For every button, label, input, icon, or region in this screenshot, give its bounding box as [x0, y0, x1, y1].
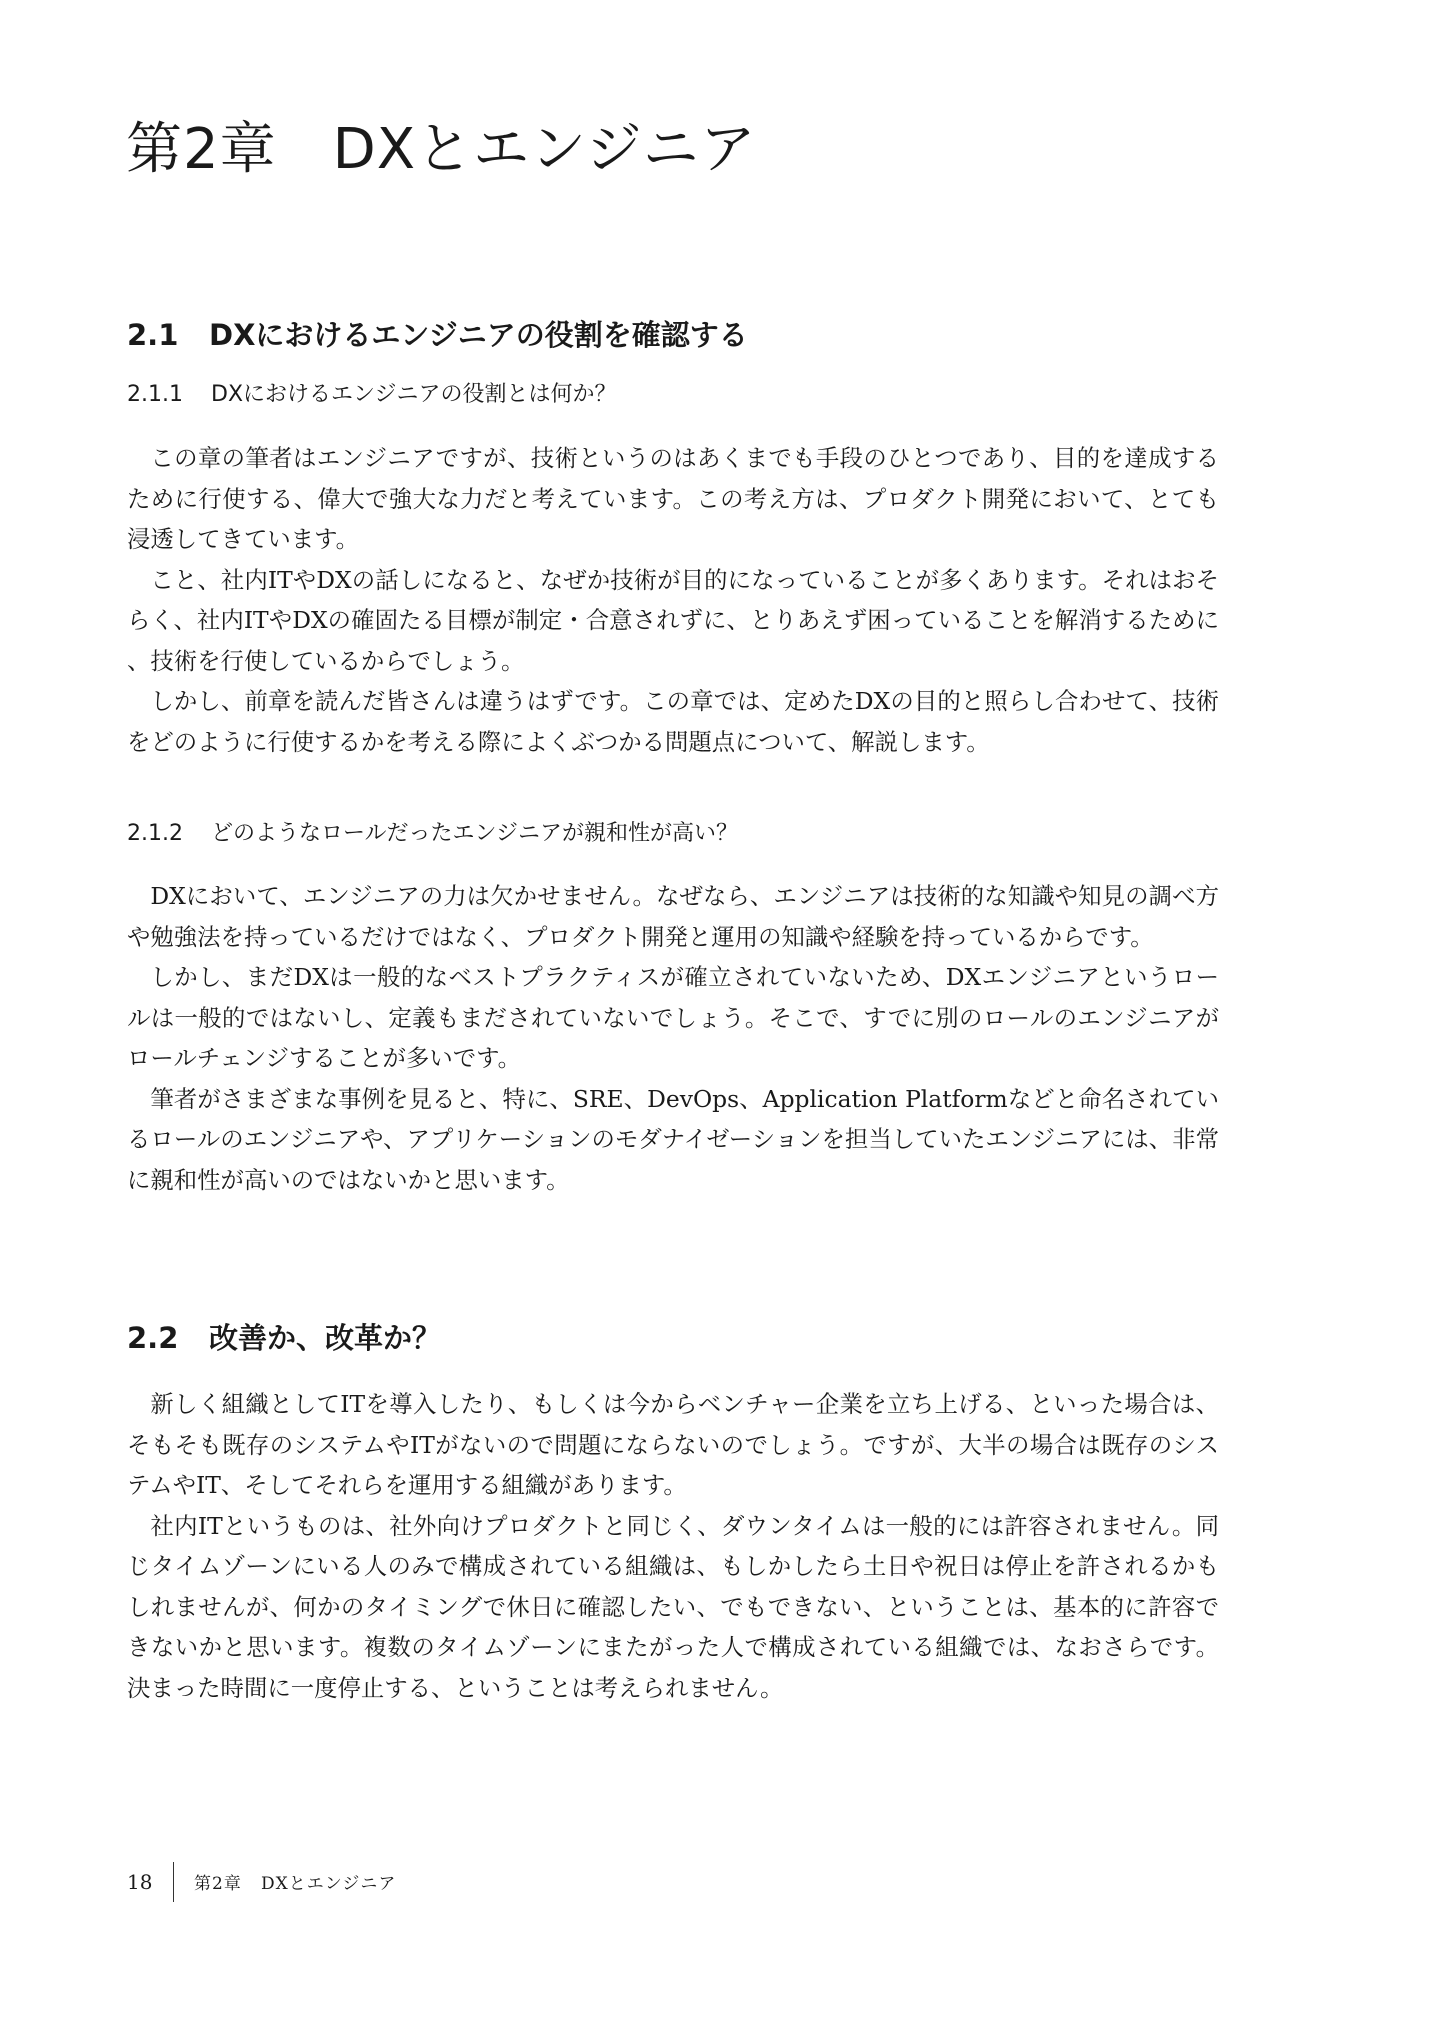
chapter-number: 第2章 [126, 117, 277, 182]
section-number: 2.1 [127, 318, 179, 352]
page-footer [127, 1862, 396, 1902]
section-title: DXにおけるエンジニアの役割を確認する [209, 318, 748, 352]
subsection-heading [127, 818, 738, 850]
paragraph: しかし、前章を読んだ皆さんは違うはずです。この章では、定めたDXの目的と照らし合わせて、技術をどのように行使するかを考える際によくぶつかる問題点について、解説します。 [127, 687, 1219, 756]
paragraph: 筆者がさまざまな事例を見ると、特に、SRE、DevOps、Application Platformなどと命名されているロールのエンジニアや、アプリケーションのモダナイゼーションを担当していたエンジニアには、非常に親和性が高いのではないかと思います。 [127, 1084, 1219, 1194]
paragraph: こと、社内ITやDXの話しになると、なぜか技術が目的になっていることが多くあります。それはおそらく、社内ITやDXの確固たる目標が制定・合意されずに、とりあえず困っていることを解消するために、技術を行使しているからでしょう。 [127, 565, 1219, 675]
paragraph: 社内ITというものは、社外向けプロダクトと同じく、ダウンタイムは一般的には許容されません。同じタイムゾーンにいる人のみで構成されている組織は、もしかしたら土日や祝日は停止を許されるかもしれませんが、何かのタイミングで休日に確認したい、でもできない、ということは、基本的に許容できないかと思います。複数のタイムゾーンにまたがった人で構成されている組織では、なおさらです。決まった時間に一度停止する、ということは考えられません。 [127, 1511, 1219, 1702]
chapter-title [126, 110, 757, 190]
subsection-number: 2.1.1 [127, 382, 183, 407]
running-header [194, 1874, 396, 1894]
paragraph: この章の筆者はエンジニアですが、技術というのはあくまでも手段のひとつであり、目的を達成するために行使する、偉大で強大な力だと考えています。この考え方は、プロダクト開発において、とても浸透してきています。 [127, 444, 1219, 553]
paragraph: DXにおいて、エンジニアの力は欠かせません。なぜなら、エンジニアは技術的な知識や知見の調べ方や勉強法を持っているだけではなく、プロダクト開発と運用の知識や経験を持っているからです。 [127, 882, 1219, 951]
running-chapter: 第2章 [194, 1874, 242, 1894]
paragraph: 新しく組織としてITを導入したり、もしくは今からベンチャー企業を立ち上げる、といった場合は、そもそも既存のシステムやITがないので問題にならないのでしょう。ですが、大半の場合は既存のシステムやIT、そしてそれらを運用する組織があります。 [127, 1390, 1219, 1499]
section-heading [127, 1318, 441, 1358]
page-number: 18 [127, 1870, 153, 1894]
subsection-number: 2.1.2 [127, 821, 183, 846]
running-title: DXとエンジニア [261, 1874, 397, 1894]
paragraph: しかし、まだDXは一般的なベストプラクティスが確立されていないため、DXエンジニアというロールは一般的ではないし、定義もまだされていないでしょう。そこで、すでに別のロールのエンジニアがロールチェンジすることが多いです。 [127, 963, 1219, 1072]
section-body [127, 1384, 1219, 1708]
subsection-body [127, 438, 1219, 762]
footer-divider [173, 1862, 174, 1902]
chapter-name: DXとエンジニア [332, 117, 757, 182]
subsection-body [127, 876, 1219, 1200]
section-title: 改善か、改革か？ [209, 1321, 442, 1355]
subsection-title: どのようなロールだったエンジニアが親和性が高い？ [211, 821, 739, 846]
subsection-title: DXにおけるエンジニアの役割とは何か？ [211, 382, 617, 407]
section-number: 2.2 [127, 1321, 179, 1355]
subsection-heading [127, 379, 616, 411]
section-heading [127, 315, 748, 355]
